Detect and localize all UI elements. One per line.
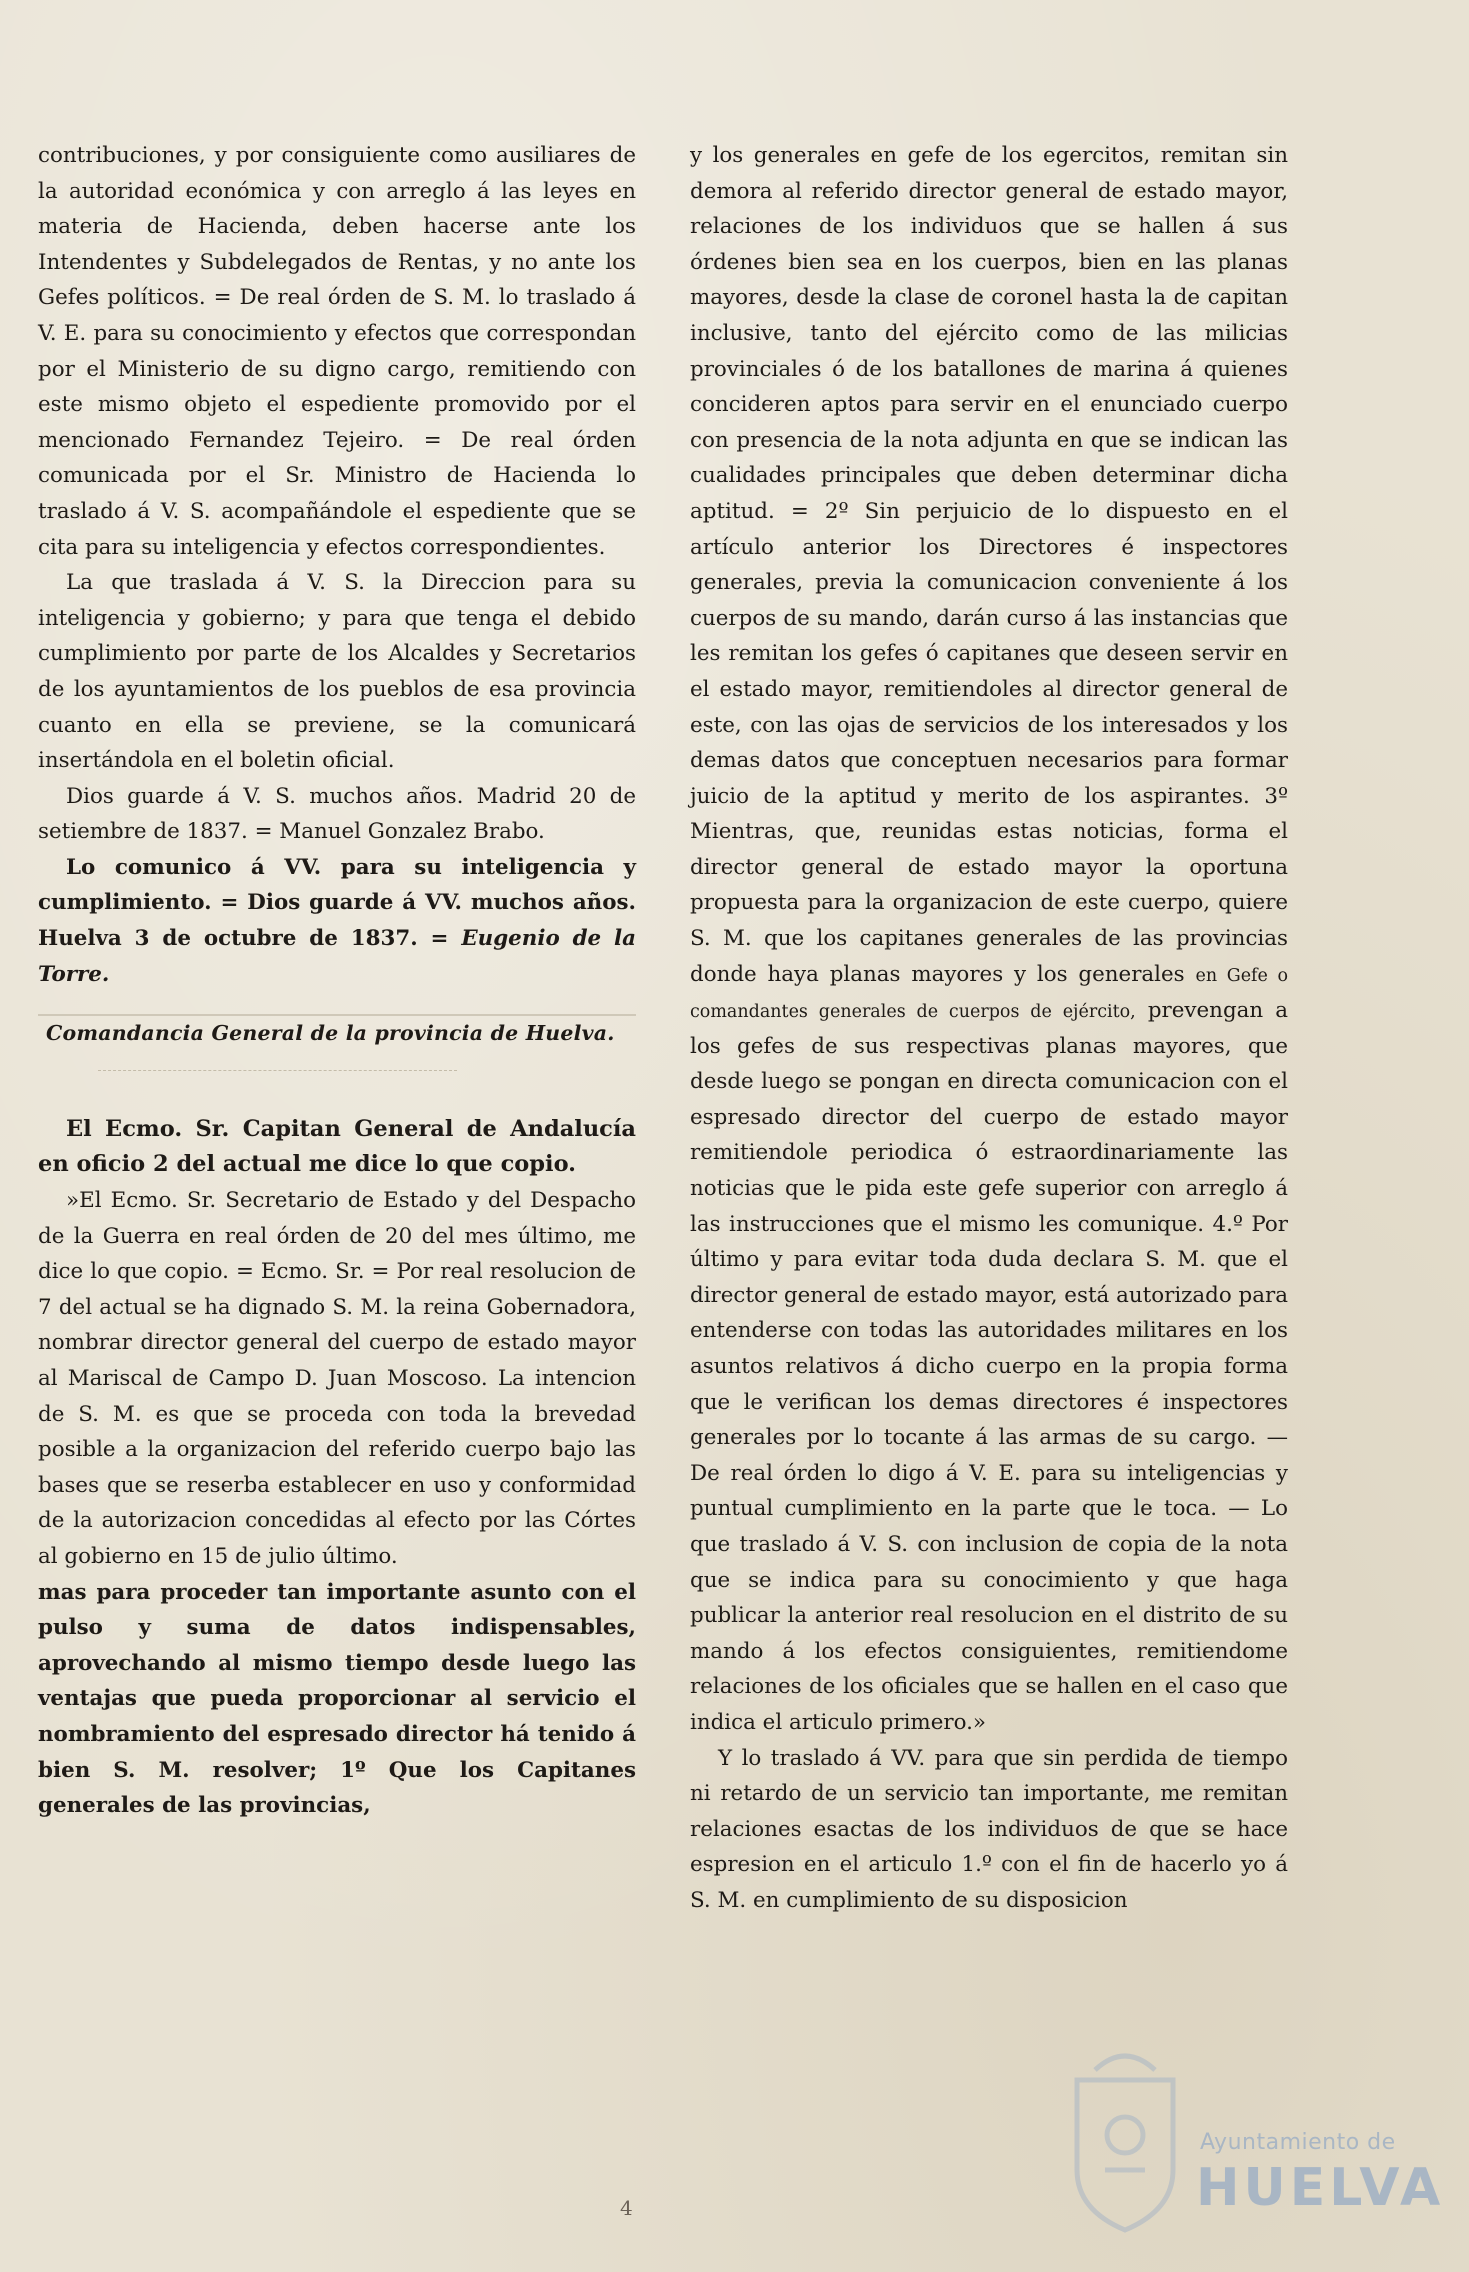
right-paragraph-1	[690, 138, 1288, 1741]
left-paragraph-6b: mas para proceder tan importante asunto con el pulso y suma de datos indispensables, aprovechando al mismo tiempo desde luego las ventajas que pueda proporcionar al servicio el nombramiento del espresado director há tenido á bien S. M. resolver; 1º Que los Capitanes generales de las provincias,	[38, 1579, 636, 1819]
right-paragraph-3: Y lo traslado á VV. para que sin perdida de tiempo ni retardo de un servicio tan importante, me remitan relaciones esactas de los individuos de que se hace espresion en el articulo 1.º con el fin de hacerlo yo á S. M. en cumplimiento de su disposicion	[690, 1745, 1288, 1913]
left-paragraph-4	[38, 850, 636, 992]
section-heading: Comandancia General de la provincia de Huelva.	[46, 1021, 615, 1046]
watermark-line2: HUELVA	[1196, 2158, 1445, 2218]
right-paragraph-2: prevengan a los gefes de sus respectivas planas mayores, que desde luego se pongan en directa comunicacion con el espresado director del cuerpo de estado mayor remitiendole periodica ó estraordinariamente las noticias que le pida este gefe superior con arreglo á las instrucciones que el mismo les comunique. 4.º Por último y para evitar toda duda declara S. M. que el director general de estado mayor, está autorizado para entenderse con todas las autoridades militares en los asuntos relativos á dicho cuerpo en la propia forma que le verifican los demas directores é inspectores generales por lo tocante á las armas de su cargo. — De real órden lo digo á V. E. para su inteligencias y puntual cumplimiento en la parte que le toca. — Lo que traslado á V. S. con inclusion de copia de la nota que se indica para su conocimiento y que haga publicar la anterior real resolucion en el distrito de su mando á los efectos consiguientes, remitiendome relaciones de los oficiales que se hallen en el caso que indica el articulo primero.»	[690, 997, 1289, 1735]
right-paragraph-1-small: en Gefe o comandantes generales de cuerpos de ejército,	[690, 965, 1288, 1022]
left-paragraph-1: contribuciones, y por consiguiente como ausiliares de la autoridad económica y con arreglo á las leyes en materia de Hacienda, deben hacerse ante los Intendentes y Subdelegados de Rentas, y no ante los Gefes políticos. = De real órden de S. M. lo traslado á V. E. para su conocimiento y efectos que correspondan por el Ministerio de su digno cargo, remitiendo con este mismo objeto el espediente promovido por el mencionado Fernandez Tejeiro. = De real órden comunicada por el Sr. Ministro de Hacienda lo traslado á V. S. acompañándole el espediente que se cita para su inteligencia y efectos correspondientes.	[38, 143, 636, 560]
left-paragraph-4-text: Lo comunico á VV. para su inteligencia y cumplimiento. = Dios guarde á VV. muchos años. Huelva 3 de octubre de 1837. =	[38, 854, 636, 952]
crest-shield-icon	[1077, 2056, 1173, 2230]
right-column	[690, 138, 1288, 1919]
left-paragraph-2: La que traslada á V. S. la Direccion para su inteligencia y gobierno; y para que tenga el debido cumplimiento por parte de los Alcaldes y Secretarios de los ayuntamientos de los pueblos de esa provincia cuanto en ella se previene, se la comunicará insertándola en el boletin oficial.	[38, 570, 636, 774]
page-number: 4	[620, 2196, 633, 2220]
watermark-line1: Ayuntamiento de	[1200, 2130, 1396, 2155]
left-paragraph-3: Dios guarde á V. S. muchos años. Madrid 20 de setiembre de 1837. = Manuel Gonzalez Brabo.	[38, 783, 636, 845]
left-column	[38, 138, 636, 1824]
heading-underline	[98, 1070, 457, 1072]
right-paragraph-1-text: y los generales en gefe de los egercitos, remitan sin demora al referido director general de estado mayor, relaciones de los individuos que se hallen á sus órdenes bien sea en los cuerpos, bien en las planas mayores, desde la clase de coronel hasta la de capitan inclusive, tanto del ejército como de las milicias provinciales ó de los batallones de marina á quienes concideren aptos para servir en el enunciado cuerpo con presencia de la nota adjunta en que se indican las cualidades principales que deben determinar dicha aptitud. = 2º Sin perjuicio de lo dispuesto en el artículo anterior los Directores é inspectores generales, previa la comunicacion conveniente á los cuerpos de su mando, darán curso á las instancias que les remitan los gefes ó capitanes que deseen servir en el estado mayor, remitiendoles al director general de este, con las ojas de servicios de los interesados y los demas datos que conceptuen necesarios para formar juicio de la aptitud y merito de los aspirantes. 3º Mientras, que, reunidas estas noticias, forma el director general de estado mayor la oportuna propuesta para la organizacion de este cuerpo, quiere S. M. que los capitanes generales de las provincias donde haya planas mayores y los generales	[690, 143, 1288, 987]
left-paragraph-6a: »El Ecmo. Sr. Secretario de Estado y del Despacho de la Guerra en real órden de 20 del mes último, me dice lo que copio. = Ecmo. Sr. = Por real resolucion de 7 del actual se ha dignado S. M. la reina Gobernadora, nombrar director general del cuerpo de estado mayor al Mariscal de Campo D. Juan Moscoso. La intencion de S. M. es que se proceda con toda la brevedad posible a la organizacion del referido cuerpo bajo las bases que se reserba establecer en uso y conformidad de la autorizacion concedidas al efecto por las Córtes al gobierno en 15 de julio último.	[38, 1188, 636, 1569]
signature-eugenio: Eugenio de la Torre.	[38, 926, 636, 987]
left-paragraph-5: El Ecmo. Sr. Capitan General de Andalucía en oficio 2 del actual me dice lo que copio.	[38, 1115, 636, 1178]
